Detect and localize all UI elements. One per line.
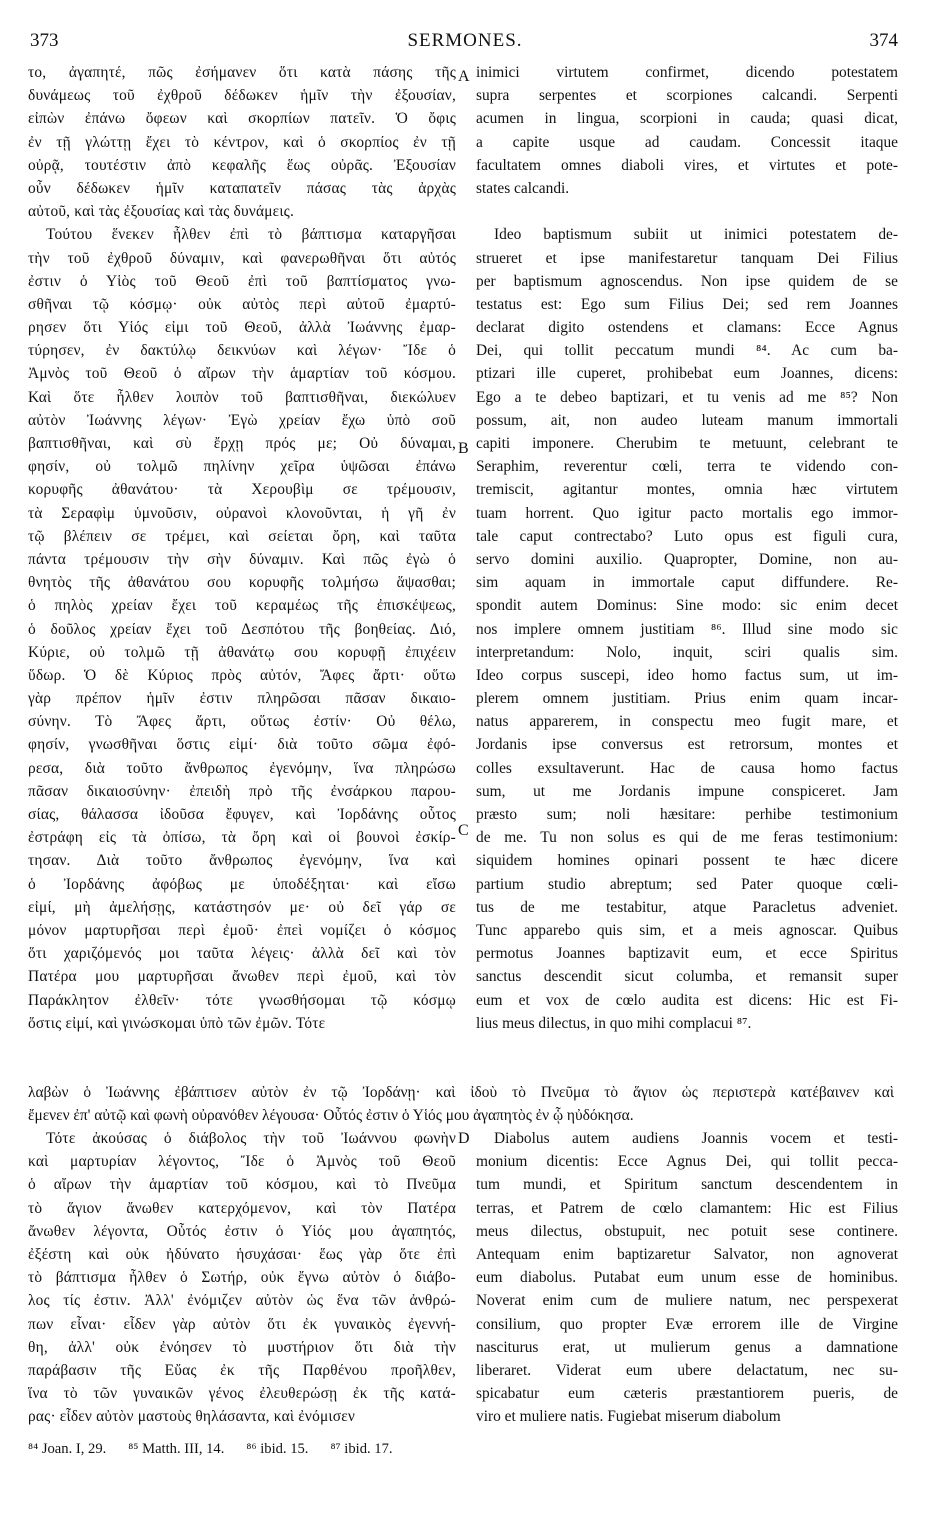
text-line: τὸ ἅγιον ἄνωθεν κατερχόμενον, καὶ τὸν Πατέρα bbox=[28, 1199, 456, 1217]
text-line: præsto sum; noli hæsitare: perhibe testimonium bbox=[476, 806, 898, 823]
text-line: θνητὸς τῆς ἀθανάτου σου κορυφῆς τολμήσω ἅψασθαι; bbox=[28, 574, 456, 592]
text-line: ὁ πηλὸς χρείαν ἔχει τοῦ κεραμέως τῆς ἐπισκέψεως, bbox=[28, 597, 456, 615]
text-line: consilium, quo propter Evæ errorem ille de Virgine bbox=[476, 1315, 898, 1333]
latin-column-bottom bbox=[476, 1127, 898, 1428]
text-line: strueret et ipse manifestaretur tanquam Dei Filius bbox=[476, 249, 898, 267]
text-line: Κύριε, οὐ τολμῶ τῇ ἀθανάτῳ σου κορυφῇ ἐπιχέειν bbox=[28, 643, 456, 661]
text-line: Τότε ἀκούσας ὁ διάβολος τὴν τοῦ Ἰωάννου φωνὴν bbox=[46, 1130, 456, 1147]
text-line: tremiscit, agitantur montes, omnia hæc virtutem bbox=[476, 481, 898, 499]
text-line: states calcandi. bbox=[476, 179, 570, 197]
page-number-right: 374 bbox=[869, 30, 898, 51]
text-line: a capite usque ad caudam. Concessit itaque bbox=[476, 133, 898, 151]
text-line: permotus Joannes baptizavit eum, et ecce Spiritus bbox=[476, 945, 898, 963]
text-line: facultatem omnes diaboli vires, et virtutes et pote- bbox=[476, 156, 898, 174]
text-line: ρας· εἶδεν αὐτὸν μαστοὺς θηλάσαντα, καὶ ἐνόμισεν bbox=[28, 1408, 356, 1426]
text-line: ρησεν ὅτι Υἱός εἰμι τοῦ Θεοῦ, ἀλλὰ Ἰωάννης ἐμαρ- bbox=[28, 319, 456, 337]
text-line: ὁ αἴρων τὴν ἁμαρτίαν τοῦ κόσμου, καὶ τὸ Πνεῦμα bbox=[28, 1176, 456, 1194]
text-line: ὕδωρ. Ὁ δὲ Κύριος πρὸς αὐτόν, Ἄφες ἄρτι· οὕτω bbox=[28, 666, 456, 684]
text-line: viro et muliere natis. Fugiebat miserum diabolum bbox=[476, 1408, 781, 1426]
text-line: αὐτὸν Ἰωάννης λέγων· Ἐγὼ χρείαν ἔχω ὑπὸ σοῦ bbox=[28, 411, 456, 429]
text-line: ptizari ille cuperet, prohibebat eum Joannes, dicens: bbox=[476, 365, 898, 383]
text-line: siquidem homines opinari possent te hæc dicere bbox=[476, 852, 898, 870]
text-line: nasciturus erat, ut mulierum genus a damnatione bbox=[476, 1338, 898, 1356]
text-line: φησίν, γνωσθῆναι ὅστις εἰμί· διὰ τοῦτο σῶμα ἐφό- bbox=[28, 736, 456, 754]
text-line: spicabatur eum cæteris præstantiorem pueris, de bbox=[476, 1385, 898, 1403]
text-line: Diabolus autem audiens Joannis vocem et testi- bbox=[494, 1130, 898, 1147]
text-line: ἐστιν ὁ Υἱὸς τοῦ Θεοῦ ἐπὶ τοῦ βαπτίσματος γνω- bbox=[28, 272, 456, 290]
footnote: ⁸⁶ ibid. 15. bbox=[246, 1441, 309, 1457]
text-line: terras, et Patrem de cœlo clamantem: Hic est Filius bbox=[476, 1199, 898, 1217]
greek-column-top bbox=[28, 61, 456, 1035]
text-line: possum, ait, non audeo luteam manum immortali bbox=[476, 411, 898, 429]
text-line: servo domini auxilio. Quapropter, Domine, non au- bbox=[476, 550, 898, 568]
text-line: testatus est: Ego sum Filius Dei; sed rem Joannes bbox=[476, 295, 898, 313]
text-line: ἐν τῇ γλώττῃ ἔχει τὸ κέντρον, καὶ ὁ σκορπίος ἐν τῇ bbox=[28, 133, 456, 151]
text-line: πάντα τρέμουσιν τὴν σὴν δύναμιν. Καὶ πῶς ἐγὼ ὁ bbox=[28, 550, 456, 568]
latin-column-top bbox=[476, 61, 898, 1035]
text-line: ἐξέστη καὶ οὐκ ἠδύνατο ἡσυχάσαι· ἕως γὰρ ὅτε ἐπὶ bbox=[28, 1245, 456, 1263]
text-line: meus dilectus, obstupuit, nec potuit sese continere. bbox=[476, 1222, 898, 1240]
footnote: ⁸⁵ Matth. III, 14. bbox=[128, 1441, 225, 1457]
text-line: ἐστράφη εἰς τὰ ὀπίσω, τὰ ὄρη καὶ οἱ βουνοὶ ἐσκίρ- bbox=[28, 829, 456, 847]
text-line: ρεσα, διὰ τοῦτο ἄνθρωπος ἐγενόμην, ἵνα πληρώσω bbox=[28, 759, 456, 777]
text-line: οὖν δέδωκεν ἡμῖν καταπατεῖν πάσας τὰς ἀρχὰς bbox=[28, 179, 456, 197]
footnotes bbox=[28, 1441, 415, 1458]
text-line: ὁ Ἰορδάνης ἀφόβως με ὑποδέξηται· καὶ εἴσω bbox=[28, 875, 456, 893]
text-line: αὐτοῦ, καὶ τὰς ἐξουσίας καὶ τὰς δυνάμεις. bbox=[28, 203, 295, 221]
footnote: ⁸⁴ Joan. I, 29. bbox=[28, 1441, 107, 1457]
text-line: Καὶ ὅτε ἦλθεν λοιπὸν τοῦ βαπτισθῆναι, διεκώλυεν bbox=[28, 388, 456, 406]
text-line: λαβὼν ὁ Ἰωάννης ἐβάπτισεν αὐτὸν ἐν τῷ Ἰορδάνῃ· καὶ ἰδοὺ τὸ Πνεῦμα τὸ ἅγιον ὡς περιστερὰ κατέβαινεν καὶ bbox=[28, 1084, 894, 1101]
text-line: tus de me testabitur, atque Paracletus adveniet. bbox=[476, 898, 898, 916]
text-line: Ego a te debeo baptizari, et tu venis ad me ⁸⁵? Non bbox=[476, 388, 898, 406]
text-line: monium dicentis: Ecce Agnus Dei, qui tollit pecca- bbox=[476, 1153, 898, 1171]
text-line: tuam horrent. Quo igitur pacto mortalis ego immor- bbox=[476, 504, 898, 522]
text-line: ὁ δοῦλος χρείαν ἔχει τοῦ Δεσπότου τῆς βοηθείας. Διό, bbox=[28, 620, 456, 638]
text-line: eum diabolus. Putabat eum unum esse de hominibus. bbox=[476, 1269, 898, 1287]
text-line: capiti imponere. Cherubim te metuunt, celebrant te bbox=[476, 435, 898, 452]
text-line: Dei, qui tollit peccatum mundi ⁸⁴. Ac cum ba- bbox=[476, 342, 898, 360]
text-line: sanctus descendit sicut columba, et remansit super bbox=[476, 968, 898, 986]
text-line: supra serpentes et scorpiones calcandi. Serpenti bbox=[476, 87, 898, 105]
text-line: ἵνα τὸ τῶν γυναικῶν γένος ἐλευθερώσῃ ἐκ τῆς κατά- bbox=[28, 1385, 456, 1403]
text-line: liberaret. Viderat eum ubere delactatum, nec su- bbox=[476, 1361, 898, 1379]
text-line: Παράκλητον ἐλθεῖν· τότε γνωσθήσομαι τῷ κόσμῳ bbox=[28, 991, 456, 1009]
text-line: σύνην. Τὸ Ἄφες ἄρτι, οὕτως ἐστίν· Οὐ θέλω, bbox=[28, 713, 456, 731]
page-number-left: 373 bbox=[30, 30, 59, 51]
text-line: θη, ἀλλ' οὐκ ἐνόησεν τὸ μυστήριον ὅτι διὰ τὴν bbox=[28, 1338, 456, 1356]
text-line: Ἀμνὸς τοῦ Θεοῦ ὁ αἴρων τὴν ἁμαρτίαν τοῦ κόσμου. bbox=[28, 365, 456, 383]
text-line: τῷ βλέπειν σε τρέμει, καὶ σείεται ὄρη, καὶ ταῦτα bbox=[28, 527, 456, 545]
text-line: plerem omnem justitiam. Prius enim quam incar- bbox=[476, 690, 898, 708]
text-line: τὰ Σεραφὶμ ὑμνοῦσιν, οὐρανοὶ κλονοῦνται, ἡ γῆ ἐν bbox=[28, 504, 456, 522]
text-line: τύρησεν, ἐν δακτύλῳ δεικνύων καὶ λέγων· Ἴδε ὁ bbox=[28, 342, 456, 360]
text-line: spondit autem Dominus: Sine modo: sic enim decet bbox=[476, 597, 898, 615]
text-line: εἰμί, μὴ ἀμελήσῃς, κατάστησόν με· οὐ δεῖ γάρ σε bbox=[28, 898, 456, 916]
text-line: ἄνωθεν λέγοντα, Οὗτός ἐστιν ὁ Υἱός μου ἀγαπητός, bbox=[28, 1222, 456, 1240]
text-line: interpretandum: Nolo, inquit, sciri qualis sim. bbox=[476, 643, 898, 661]
text-line: τησαν. Διὰ τοῦτο ἄνθρωπος ἐγενόμην, ἵνα καὶ bbox=[28, 852, 456, 870]
text-line: λος τίς ἐστιν. Ἀλλ' ἐνόμιζεν αὐτὸν ὡς ἕνα τῶν ἀνθρώ- bbox=[28, 1292, 456, 1310]
text-line: Πατέρα μου μαρτυρῆσαι ἄνωθεν περὶ ἐμοῦ, καὶ τὸν bbox=[28, 968, 456, 986]
text-line: nos implere omnem justitiam ⁸⁶. Illud sine modo sic bbox=[476, 620, 898, 638]
text-line: καὶ μαρτυρίαν λέγοντος, Ἴδε ὁ Ἀμνὸς τοῦ Θεοῦ bbox=[28, 1153, 456, 1171]
text-line: παράβασιν τῆς Εὔας ἐκ τῆς Παρθένου προῆλθεν, bbox=[28, 1361, 456, 1379]
text-line: σίας, θάλασσα ἰδοῦσα ἔφυγεν, καὶ Ἰορδάνης οὗτος bbox=[28, 806, 456, 823]
text-line: declarat digito ostendens et clamans: Ecce Agnus bbox=[476, 319, 898, 337]
text-line: per baptismum agnoscendus. Non ipse quidem de se bbox=[476, 272, 898, 290]
text-line: inimici virtutem confirmet, dicendo potestatem bbox=[476, 64, 898, 81]
text-line: sum, ut me Jordanis impune conspiceret. Jam bbox=[476, 782, 898, 800]
greek-column-bottom bbox=[28, 1127, 456, 1428]
text-line: πων εἶναι· εἶδεν γὰρ αὐτὸν ὅτι ἐκ γυναικὸς ἐγεννή- bbox=[28, 1315, 456, 1333]
text-line: colles exsultaverunt. Hac de causa homo factus bbox=[476, 759, 898, 777]
text-line: Ideo corpus suscepi, ideo homo factus sum, ut im- bbox=[476, 666, 898, 684]
text-line: το, ἀγαπητέ, πῶς ἐσήμανεν ὅτι κατὰ πάσης τῆς bbox=[28, 64, 456, 81]
text-line: εἰπὼν ἐπάνω ὄφεων καὶ σκορπίων πατεῖν. Ὁ ὄφις bbox=[28, 110, 456, 128]
text-line: Tunc apparebo quis sim, et a meis agnoscar. Quibus bbox=[476, 921, 898, 939]
text-line: οὐρᾷ, τουτέστιν ἀπὸ κεφαλῆς ἕως οὐρᾶς. Ἐξουσίαν bbox=[28, 156, 456, 174]
text-line: tale caput contrectabo? Luto opus est figuli cura, bbox=[476, 527, 898, 545]
text-line: natus apparerem, in conspectu meo fugit mare, et bbox=[476, 713, 898, 731]
text-line: Antequam enim baptizaretur Salvator, non agnoverat bbox=[476, 1245, 898, 1263]
text-line: ἔμενεν ἐπ' αὐτῷ καὶ φωνὴ οὐρανόθεν λέγουσα· Οὗτός ἐστιν ὁ Υἱός μου ἀγαπητὸς ἐν ᾧ ηὐδόκησα. bbox=[28, 1107, 634, 1125]
text-line: partium studio abreptum; sed Pater quoque cœli- bbox=[476, 875, 898, 893]
text-line: eum et vox de cœlo audita est dicens: Hic est Fi- bbox=[476, 991, 898, 1009]
text-line: μόνον μαρτυρῆσαι περὶ ἐμοῦ· ἐπεὶ νομίζει ὁ κόσμος bbox=[28, 921, 456, 939]
text-line: Noverat enim cum de muliere natum, nec perspexerat bbox=[476, 1292, 898, 1310]
text-line: γὰρ πρέπον ἡμῖν ἐστιν πληρῶσαι πᾶσαν δικαιο- bbox=[28, 690, 456, 708]
text-line: τὴν τοῦ ἐχθροῦ δύναμιν, καὶ φανερωθῆναι ὅτι αὐτός bbox=[28, 249, 456, 267]
text-line: πᾶσαν δικαιοσύνην· ἐπειδὴ πρὸ τῆς ἐνσάρκου παρου- bbox=[28, 782, 456, 800]
full-width-passage bbox=[28, 1081, 894, 1127]
text-line: ὅτι χαριζόμενός μοι ταῦτα λέγεις· ἀλλὰ δεῖ καὶ τὸν bbox=[28, 945, 456, 963]
text-line: βαπτισθῆναι, καὶ σὺ ἔρχῃ πρός με; Οὐ δύναμαι, bbox=[28, 435, 456, 452]
text-line: de me. Tu non solus es qui de me feras testimonium: bbox=[476, 829, 898, 847]
section-marker-b: B bbox=[458, 440, 469, 457]
footnote: ⁸⁷ ibid. 17. bbox=[330, 1441, 393, 1457]
text-line: sim aquam in immortale caput diffundere. Re- bbox=[476, 574, 898, 592]
text-line: δυνάμεως τοῦ ἐχθροῦ δέδωκεν ἡμῖν τὴν ἐξουσίαν, bbox=[28, 87, 456, 105]
text-line bbox=[476, 200, 898, 223]
text-line: κορυφῆς ἀθανάτου· τὰ Χερουβὶμ σε τρέμουσιν, bbox=[28, 481, 456, 499]
section-marker-d: D bbox=[458, 1130, 470, 1147]
text-line: Jordanis ipse conversus est retrorsum, montes et bbox=[476, 736, 898, 754]
text-line: Τούτου ἕνεκεν ἦλθεν ἐπὶ τὸ βάπτισμα καταργῆσαι bbox=[46, 226, 456, 244]
text-line: Ideo baptismum subiit ut inimici potestatem de- bbox=[494, 226, 898, 244]
text-line: φησίν, οὐ τολμῶ πηλίνην χεῖρα ὑψῶσαι ἐπάνω bbox=[28, 458, 456, 476]
text-line: σθῆναι τῷ κόσμῳ· οὐκ αὐτὸς περὶ αὐτοῦ ἐμαρτύ- bbox=[28, 295, 456, 313]
section-marker-c: C bbox=[458, 822, 469, 839]
text-line: tum mundi, et Spiritum sanctum descendentem in bbox=[476, 1176, 898, 1194]
running-title: SERMONES. bbox=[407, 30, 523, 51]
text-line: ὅστις εἰμί, καὶ γινώσκομαι ὑπὸ τῶν ἐμῶν. Τότε bbox=[28, 1014, 326, 1032]
running-header bbox=[0, 30, 930, 56]
text-line: Seraphim, reverentur cœli, terra te videndo con- bbox=[476, 458, 898, 476]
section-marker-a: A bbox=[458, 68, 470, 85]
text-line: lius meus dilectus, in quo mihi complacui ⁸⁷. bbox=[476, 1014, 752, 1032]
text-line: acumen in lingua, scorpioni in cauda; quasi dicat, bbox=[476, 110, 898, 128]
text-line: τὸ βάπτισμα ἦλθεν ὁ Σωτήρ, οὐκ ἔγνω αὐτὸν ὁ διάβο- bbox=[28, 1269, 456, 1287]
